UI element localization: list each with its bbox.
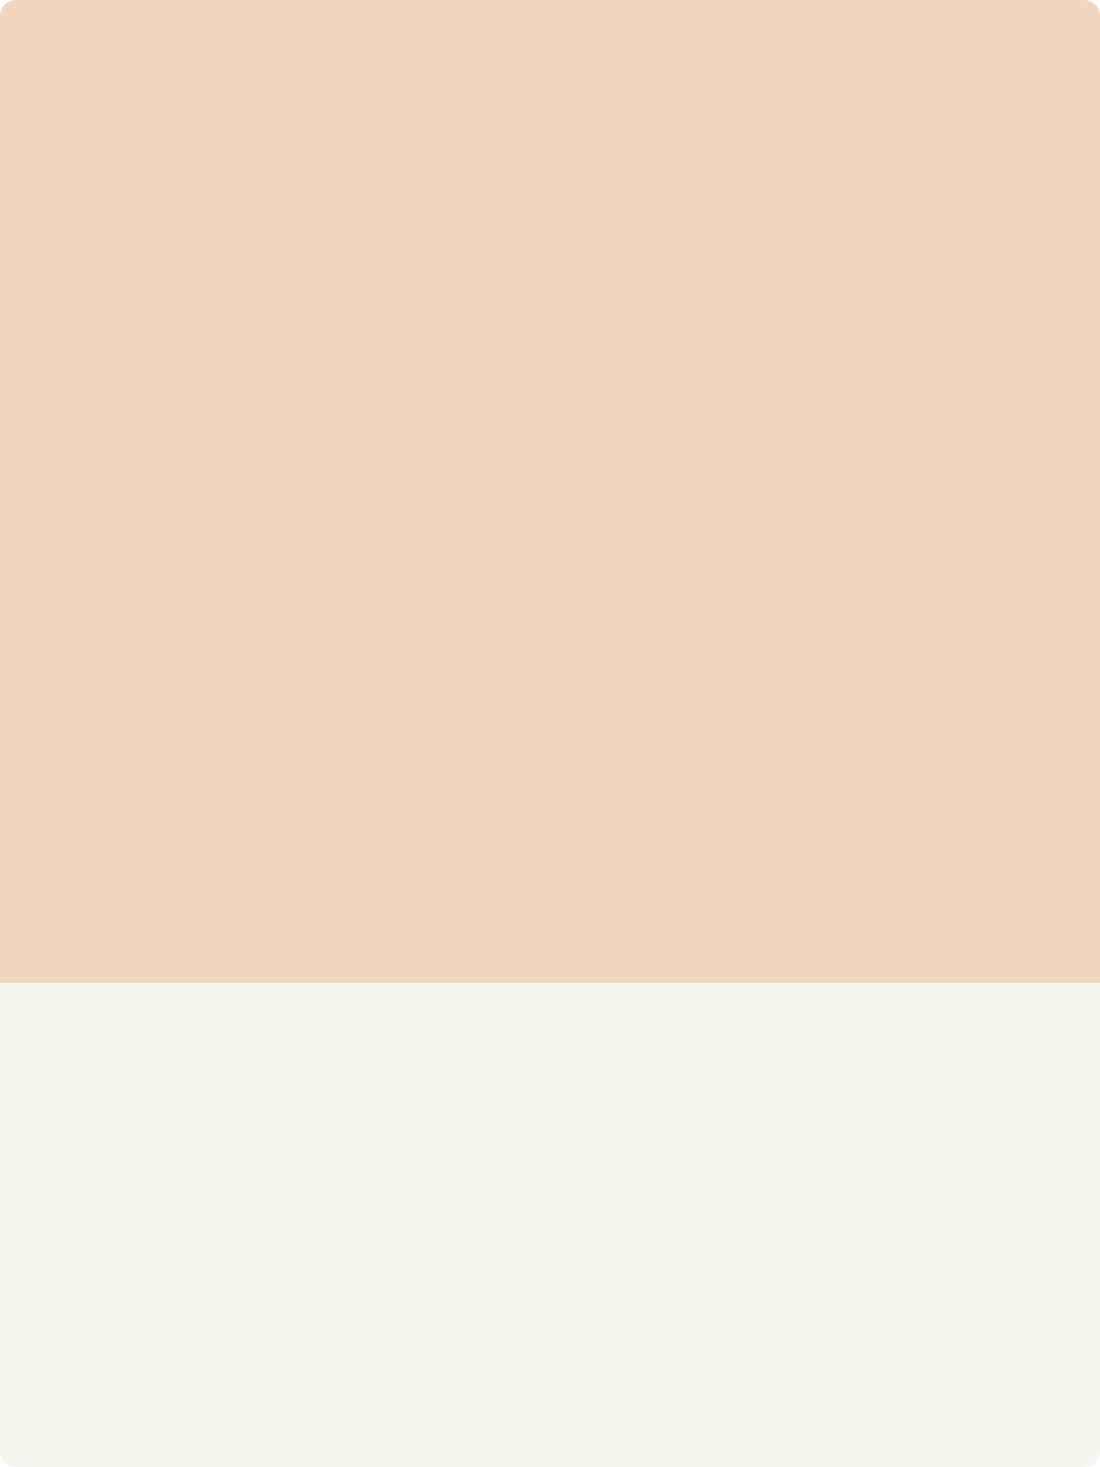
table-cell-leds: [380, 758, 600, 811]
table-cell-bulbs: [600, 706, 955, 759]
color-section: [0, 983, 1100, 1467]
table-cell-bulbs: [600, 653, 955, 706]
table-cell-lumens: [80, 653, 380, 706]
table-cell-leds: [380, 706, 600, 759]
table-cell-lumens: [80, 811, 380, 864]
table-cell-bulbs: [600, 601, 955, 654]
brightness-table: [80, 548, 955, 863]
table-cell-leds: [380, 653, 600, 706]
table-cell-lumens: [80, 758, 380, 811]
table-cell-lumens: [80, 601, 380, 654]
table-cell-leds: [380, 601, 600, 654]
table-cell-lumens: [80, 706, 380, 759]
table-cell-bulbs: [600, 811, 955, 864]
table-cell-bulbs: [600, 758, 955, 811]
table-cell-leds: [380, 811, 600, 864]
temperature-labels: [0, 1316, 1100, 1356]
kelvin-scale-bar: [0, 1283, 1100, 1305]
